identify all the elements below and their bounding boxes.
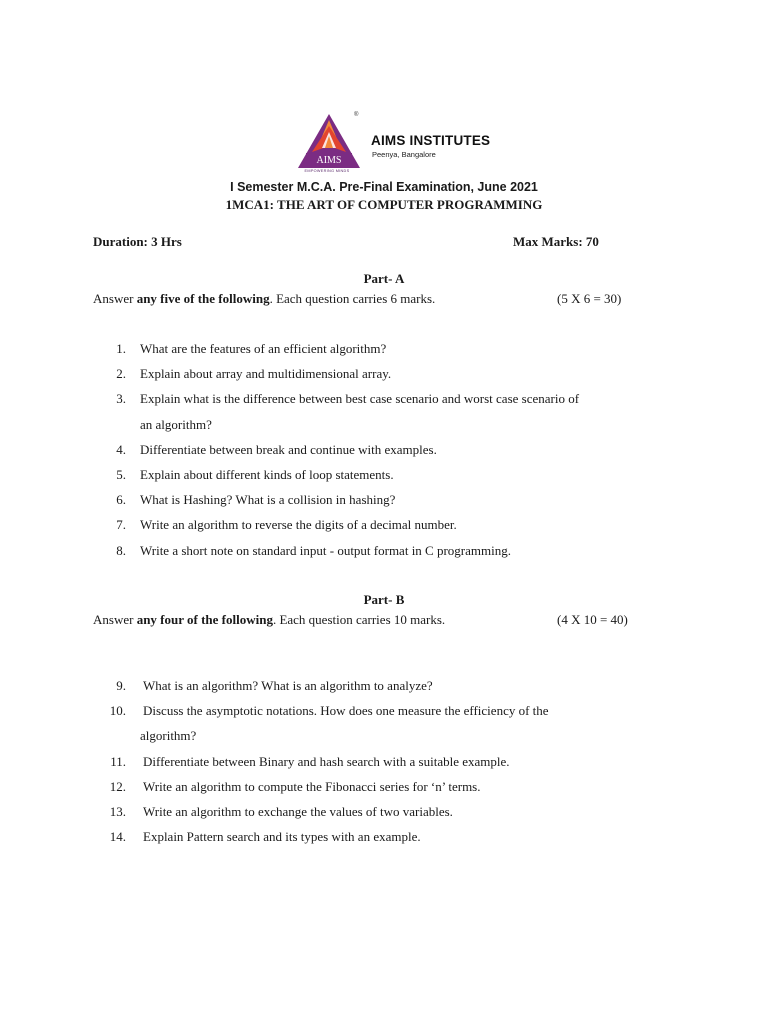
question-number: 8. bbox=[116, 542, 126, 558]
exam-title: I Semester M.C.A. Pre-Final Examination, June 2021 bbox=[230, 180, 538, 194]
exam-duration: Duration: 3 Hrs bbox=[93, 234, 182, 249]
question-text-continued: algorithm? bbox=[140, 728, 197, 744]
institute-name: AIMS INSTITUTES bbox=[371, 133, 491, 148]
question-text: Differentiate between Binary and hash search with a suitable example. bbox=[143, 753, 510, 769]
registered-mark: ® bbox=[354, 112, 359, 118]
question-number: 1. bbox=[116, 341, 126, 356]
question-number: 11. bbox=[110, 753, 126, 769]
part-a-title: Part- A bbox=[363, 271, 405, 286]
institute-location: Peenya, Bangalore bbox=[372, 150, 436, 159]
part-b-instruction: Answer any four of the following. Each question carries 10 marks. bbox=[93, 612, 446, 627]
question-text: What is an algorithm? What is an algorithm to analyze? bbox=[143, 678, 433, 693]
question-number: 6. bbox=[116, 492, 126, 508]
question-text: What are the features of an efficient algorithm? bbox=[140, 341, 387, 356]
part-a-instruction: Answer any five of the following. Each question carries 6 marks. bbox=[93, 291, 436, 306]
question-number: 13. bbox=[109, 804, 126, 819]
question-text: Write a short note on standard input - output format in C programming. bbox=[140, 542, 511, 558]
question-text: Explain about different kinds of loop statements. bbox=[140, 467, 394, 482]
question-text: Explain about array and multidimensional array. bbox=[140, 366, 392, 382]
question-number: 4. bbox=[116, 441, 126, 457]
question-text: Explain what is the difference between best case scenario and worst case scenario of bbox=[140, 391, 580, 407]
course-title: 1MCA1: THE ART OF COMPUTER PROGRAMMING bbox=[225, 197, 543, 212]
svg-text:AIMS: AIMS bbox=[316, 155, 342, 166]
question-number: 14. bbox=[109, 829, 126, 845]
question-text: Discuss the asymptotic notations. How does one measure the efficiency of the bbox=[143, 703, 549, 719]
question-text: Explain Pattern search and its types with an example. bbox=[143, 829, 421, 845]
question-number: 2. bbox=[116, 366, 126, 382]
max-marks: Max Marks: 70 bbox=[513, 234, 599, 249]
question-text: Write an algorithm to reverse the digits of a decimal number. bbox=[140, 517, 457, 533]
logo-tagline: EMPOWERING MINDS bbox=[304, 169, 350, 173]
question-number: 3. bbox=[116, 391, 126, 407]
question-number: 9. bbox=[116, 678, 126, 693]
question-number: 10. bbox=[109, 703, 126, 719]
question-text: Write an algorithm to exchange the values of two variables. bbox=[143, 804, 453, 819]
part-b-marks: (4 X 10 = 40) bbox=[557, 612, 628, 627]
question-number: 5. bbox=[116, 467, 126, 482]
question-number: 12. bbox=[109, 778, 126, 794]
part-b-title: Part- B bbox=[363, 592, 405, 607]
part-a-marks: (5 X 6 = 30) bbox=[557, 291, 622, 306]
question-text-continued: an algorithm? bbox=[140, 416, 212, 432]
aims-emblem-icon bbox=[296, 112, 362, 174]
question-text: Write an algorithm to compute the Fibonacci series for ‘n’ terms. bbox=[143, 778, 481, 794]
question-number: 7. bbox=[116, 517, 126, 533]
question-text: Differentiate between break and continue with examples. bbox=[140, 441, 437, 457]
question-text: What is Hashing? What is a collision in hashing? bbox=[140, 492, 396, 508]
institute-logo bbox=[296, 112, 491, 174]
